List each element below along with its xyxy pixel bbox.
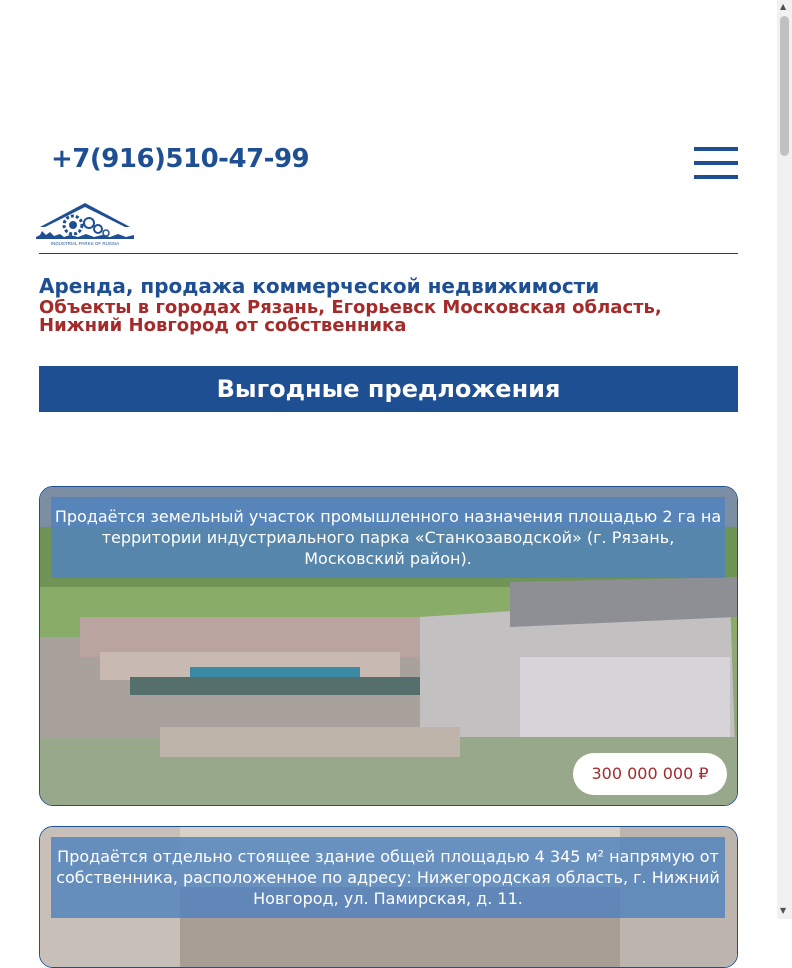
offer-card-building[interactable] xyxy=(39,826,738,968)
offers-heading: Выгодные предложения xyxy=(39,366,738,412)
header-divider xyxy=(39,253,738,254)
logo-caption: INDUSTRIAL PARKS OF RUSSIA xyxy=(50,241,120,246)
scroll-up-arrow-icon[interactable]: ▲ xyxy=(780,2,787,11)
offer-description: Продаётся отдельно стоящее здание общей площадью 4 345 м² напрямую от собственника, расположенное по адресу: Нижегородская область, г. Нижний Новгород, ул. Памирская, д. 11. xyxy=(51,837,725,918)
page-subtitle: Объекты в городах Рязань, Егорьевск Московская область, Нижний Новгород от собственника xyxy=(39,297,662,336)
offer-card-land[interactable] xyxy=(39,486,738,806)
company-logo[interactable] xyxy=(34,201,136,247)
offer-description: Продаётся земельный участок промышленного назначения площадью 2 га на территории индустриального парка «Станкозаводской» (г. Рязань, Московский район). xyxy=(51,497,725,578)
page-scrollbar[interactable] xyxy=(777,0,792,919)
offer-price: 300 000 000 ₽ xyxy=(573,753,727,795)
hamburger-menu-icon[interactable] xyxy=(694,147,738,179)
scrollbar-thumb[interactable] xyxy=(780,16,789,156)
page-title: Аренда, продажа коммерческой недвижимости xyxy=(39,274,600,298)
phone-link[interactable]: +7(916)510-47-99 xyxy=(51,144,310,174)
scroll-down-arrow-icon[interactable]: ▼ xyxy=(780,906,787,915)
